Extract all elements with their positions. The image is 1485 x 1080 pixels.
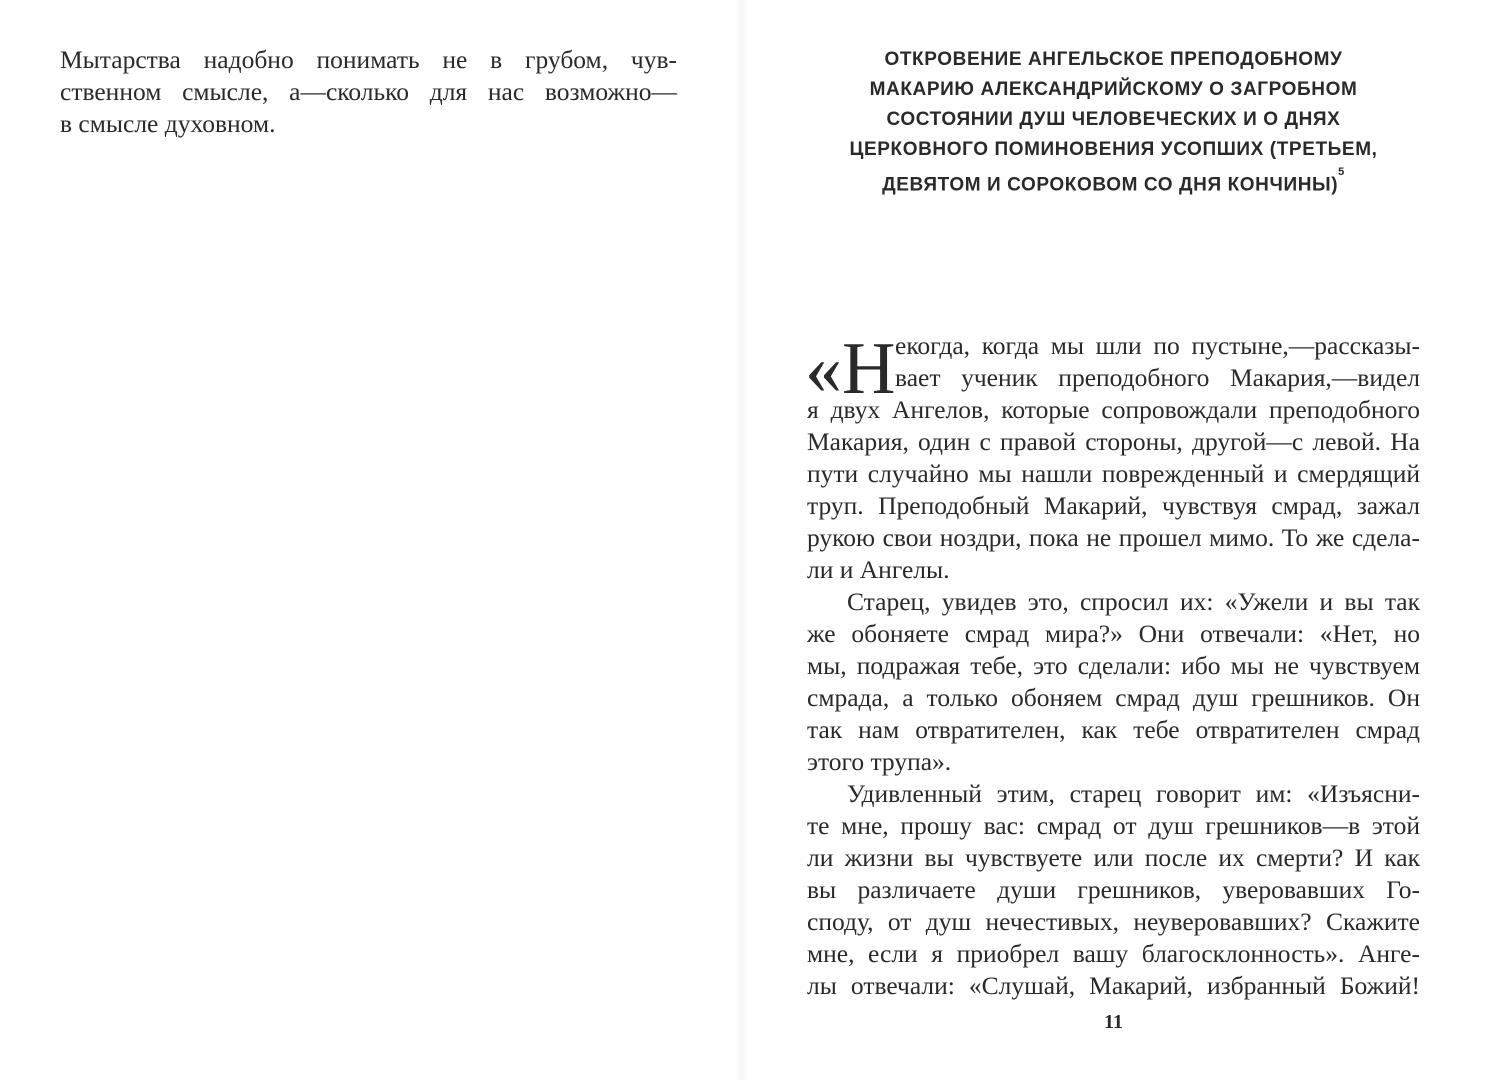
body-line: рукою свои ноздри, пока не прошел мимо. То же сделa- [807,523,1420,552]
left-paragraph-line: в смысле духовном. [60,109,276,138]
body-line: труп. Преподобный Макарий, чувствуя смрад, зажал [807,491,1420,520]
body-line: Макария, один с правой стороны, другой—с левой. На [807,427,1420,456]
chapter-heading-last-line [742,165,1485,200]
body-line: те мне, прошу вас: смрад от душ грешников—в этой [807,811,1420,840]
chapter-heading-line: ЦЕРКОВНОГО ПОМИНОВЕНИЯ УСОПШИХ (ТРЕТЬЕМ, [849,139,1378,160]
body-line: лы отвечали: «Слушай, Макарий, избранный Божий! [807,971,1420,1000]
left-paragraph-line: Мытарства надобно понимать не в грубом, чув- [60,45,677,74]
left-paragraph-line: ственном смысле, а—сколько для нас возможно— [60,77,677,106]
body-line: споду, от душ нечестивых, неуверовавших? Скажите [807,907,1420,936]
body-line: так нам отвратителен, как тебе отвратителен смрад [807,715,1420,744]
body-line: же обоняете смрад мира?» Они отвечали: «Нет, но [807,619,1420,648]
body-line: ли и Ангелы. [807,555,950,584]
body-line: вает ученик преподобного Макария,—видел [895,363,1420,392]
body-line: Удивленный этим, старец говорит им: «Изъясни- [847,779,1420,808]
footnote-marker: 5 [1338,166,1345,178]
chapter-heading-line: ОТКРОВЕНИЕ АНГЕЛЬСКОЕ ПРЕПОДОБНОМУ [884,49,1343,70]
page-number: 11 [1104,1011,1123,1033]
body-line: я двух Ангелов, которые сопровождали преподобного [807,395,1420,424]
body-line: мне, если я приобрел вашу благосклонность». Анге- [807,939,1420,968]
body-line: ли жизни вы чувствуете или после их смерти? И как [807,843,1420,872]
body-line: вы различаете души грешников, уверовавших Го- [807,875,1420,904]
chapter-heading-line: МАКАРИЮ АЛЕКСАНДРИЙСКОМУ О ЗАГРОБНОМ [869,79,1358,100]
body-line: пути случайно мы нашли поврежденный и смердящий [807,459,1420,488]
drop-cap: «Н [805,328,896,410]
chapter-heading-line: ДЕВЯТОМ И СОРОКОВОМ СО ДНЯ КОНЧИНЫ) [882,174,1339,196]
body-line: смрада, а только обоняем смрад душ грешников. Он [807,683,1420,712]
body-line: Старец, увидев это, спросил их: «Ужели и вы так [847,587,1420,616]
left-page [0,0,742,1080]
chapter-heading-line: СОСТОЯНИИ ДУШ ЧЕЛОВЕЧЕСКИХ И О ДНЯХ [886,109,1341,130]
body-line: этого трупа». [807,747,952,776]
body-line: екогда, когда мы шли по пустыне,—рассказы- [895,331,1420,360]
body-line: мы, подражая тебе, это сделали: ибо мы не чувствуем [807,651,1420,680]
